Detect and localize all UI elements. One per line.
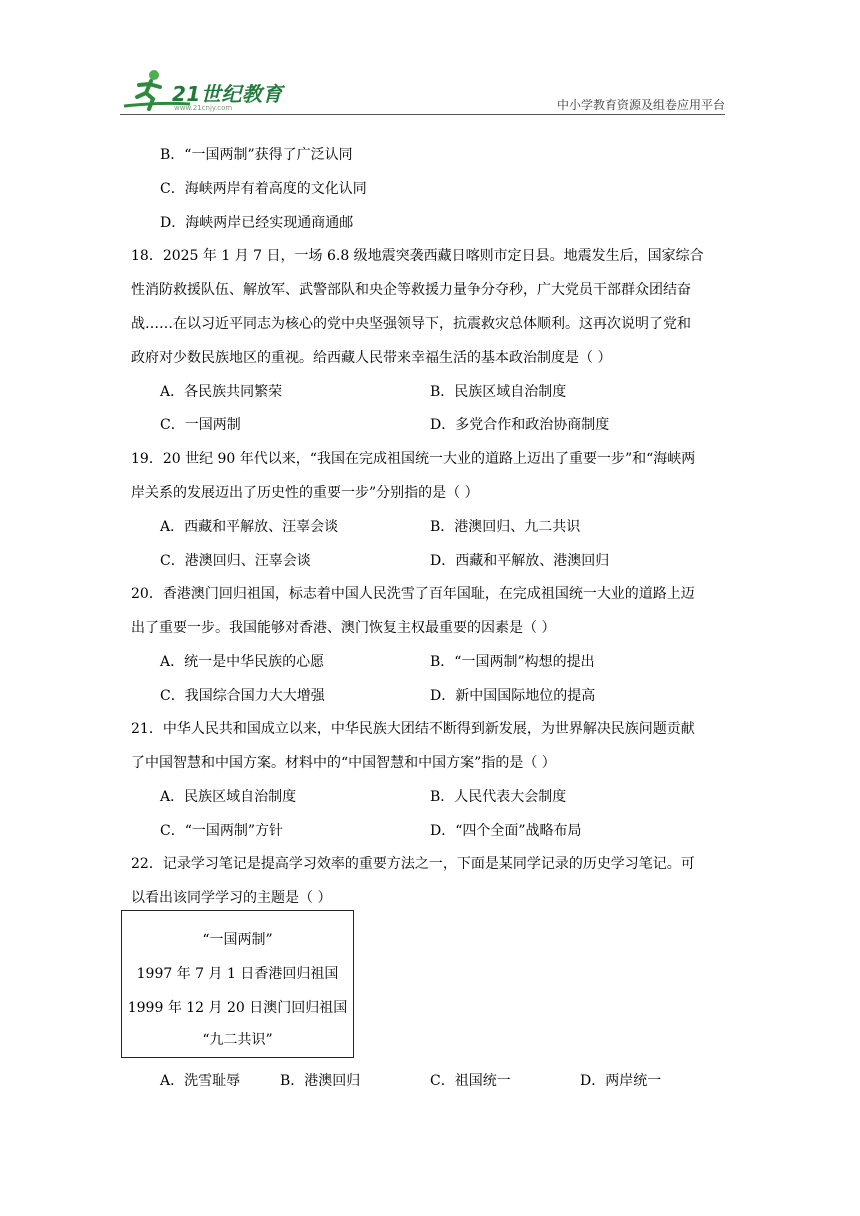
logo-text: 21世纪教育 (172, 82, 283, 106)
q19-option-d: D．西藏和平解放、港澳回归 (430, 553, 610, 569)
q19-line: 岸关系的发展迈出了历史性的重要一步”分别指的是（ ） (131, 485, 479, 501)
note-line: “九二共识” (202, 1032, 273, 1048)
note-line: “一国两制” (202, 932, 273, 948)
q18-option-a: A．各民族共同繁荣 (160, 384, 283, 400)
q22-option-a: A．洗雪耻辱 (160, 1073, 241, 1089)
q17-option-b: B．“一国两制”获得了广泛认同 (160, 147, 353, 163)
q19-option-b: B．港澳回归、九二共识 (430, 519, 581, 535)
q22-option-b: B．港澳回归 (280, 1073, 361, 1089)
header-divider (120, 114, 725, 115)
q20-option-c: C．我国综合国力大大增强 (160, 688, 325, 704)
q17-option-c: C．海峡两岸有着高度的文化认同 (160, 181, 367, 197)
page-header (120, 66, 725, 116)
q18-option-b: B．民族区域自治制度 (430, 384, 567, 400)
q20-line: 20．香港澳门回归祖国，标志着中国人民洗雪了百年国耻，在完成祖国统一大业的道路上迈 (131, 586, 695, 602)
q17-option-d: D．海峡两岸已经实现通商通邮 (160, 215, 354, 231)
logo-url: www.21cnjy.com (174, 104, 233, 112)
q21-option-d: D．“四个全面”战略布局 (430, 823, 582, 839)
note-line: 1999 年 12 月 20 日澳门回归祖国 (127, 1000, 348, 1016)
q21-line: 21．中华人民共和国成立以来，中华民族大团结不断得到新发展，为世界解决民族问题贡献 (131, 721, 695, 737)
q20-line: 出了重要一步。我国能够对香港、澳门恢复主权最重要的因素是（ ） (131, 620, 556, 636)
q18-option-c: C．一国两制 (160, 417, 241, 433)
note-line: 1997 年 7 月 1 日香港回归祖国 (136, 966, 339, 982)
q19-option-c: C．港澳回归、汪辜会谈 (160, 553, 311, 569)
q21-option-b: B．人民代表大会制度 (430, 789, 567, 805)
q18-line: 政府对少数民族地区的重视。给西藏人民带来幸福生活的基本政治制度是（ ） (131, 350, 612, 366)
q19-option-a: A．西藏和平解放、汪辜会谈 (160, 519, 339, 535)
logo (120, 66, 295, 114)
q18-line: 战……在以习近平同志为核心的党中央坚强领导下，抗震救灾总体顺利。这再次说明了党和 (131, 316, 691, 332)
study-note-box (121, 910, 354, 1058)
q18-line: 18．2025 年 1 月 7 日，一场 6.8 级地震突袭西藏日喀则市定日县。地震发生后，国家综合 (131, 248, 704, 264)
q21-line: 了中国智慧和中国方案。材料中的“中国智慧和中国方案”指的是（ ） (131, 755, 556, 771)
q20-option-a: A．统一是中华民族的心愿 (160, 654, 325, 670)
q20-option-b: B．“一国两制”构想的提出 (430, 654, 595, 670)
q21-option-c: C．“一国两制”方针 (160, 823, 284, 839)
platform-name: 中小学教育资源及组卷应用平台 (556, 98, 725, 112)
q19-line: 19．20 世纪 90 年代以来，“我国在完成祖国统一大业的道路上迈出了重要一步”和“海峡两 (131, 451, 696, 467)
q18-option-d: D．多党合作和政治协商制度 (430, 417, 610, 433)
q21-option-a: A．民族区域自治制度 (160, 789, 297, 805)
q22-option-c: C．祖国统一 (430, 1073, 511, 1089)
q22-option-d: D．两岸统一 (580, 1073, 662, 1089)
q22-line: 以看出该同学学习的主题是（ ） (131, 890, 332, 906)
q18-line: 性消防救援队伍、解放军、武警部队和央企等救援力量争分夺秒，广大党员干部群众团结奋 (131, 282, 691, 298)
q20-option-d: D．新中国国际地位的提高 (430, 688, 596, 704)
q22-line: 22．记录学习笔记是提高学习效率的重要方法之一，下面是某同学记录的历史学习笔记。可 (131, 856, 695, 872)
